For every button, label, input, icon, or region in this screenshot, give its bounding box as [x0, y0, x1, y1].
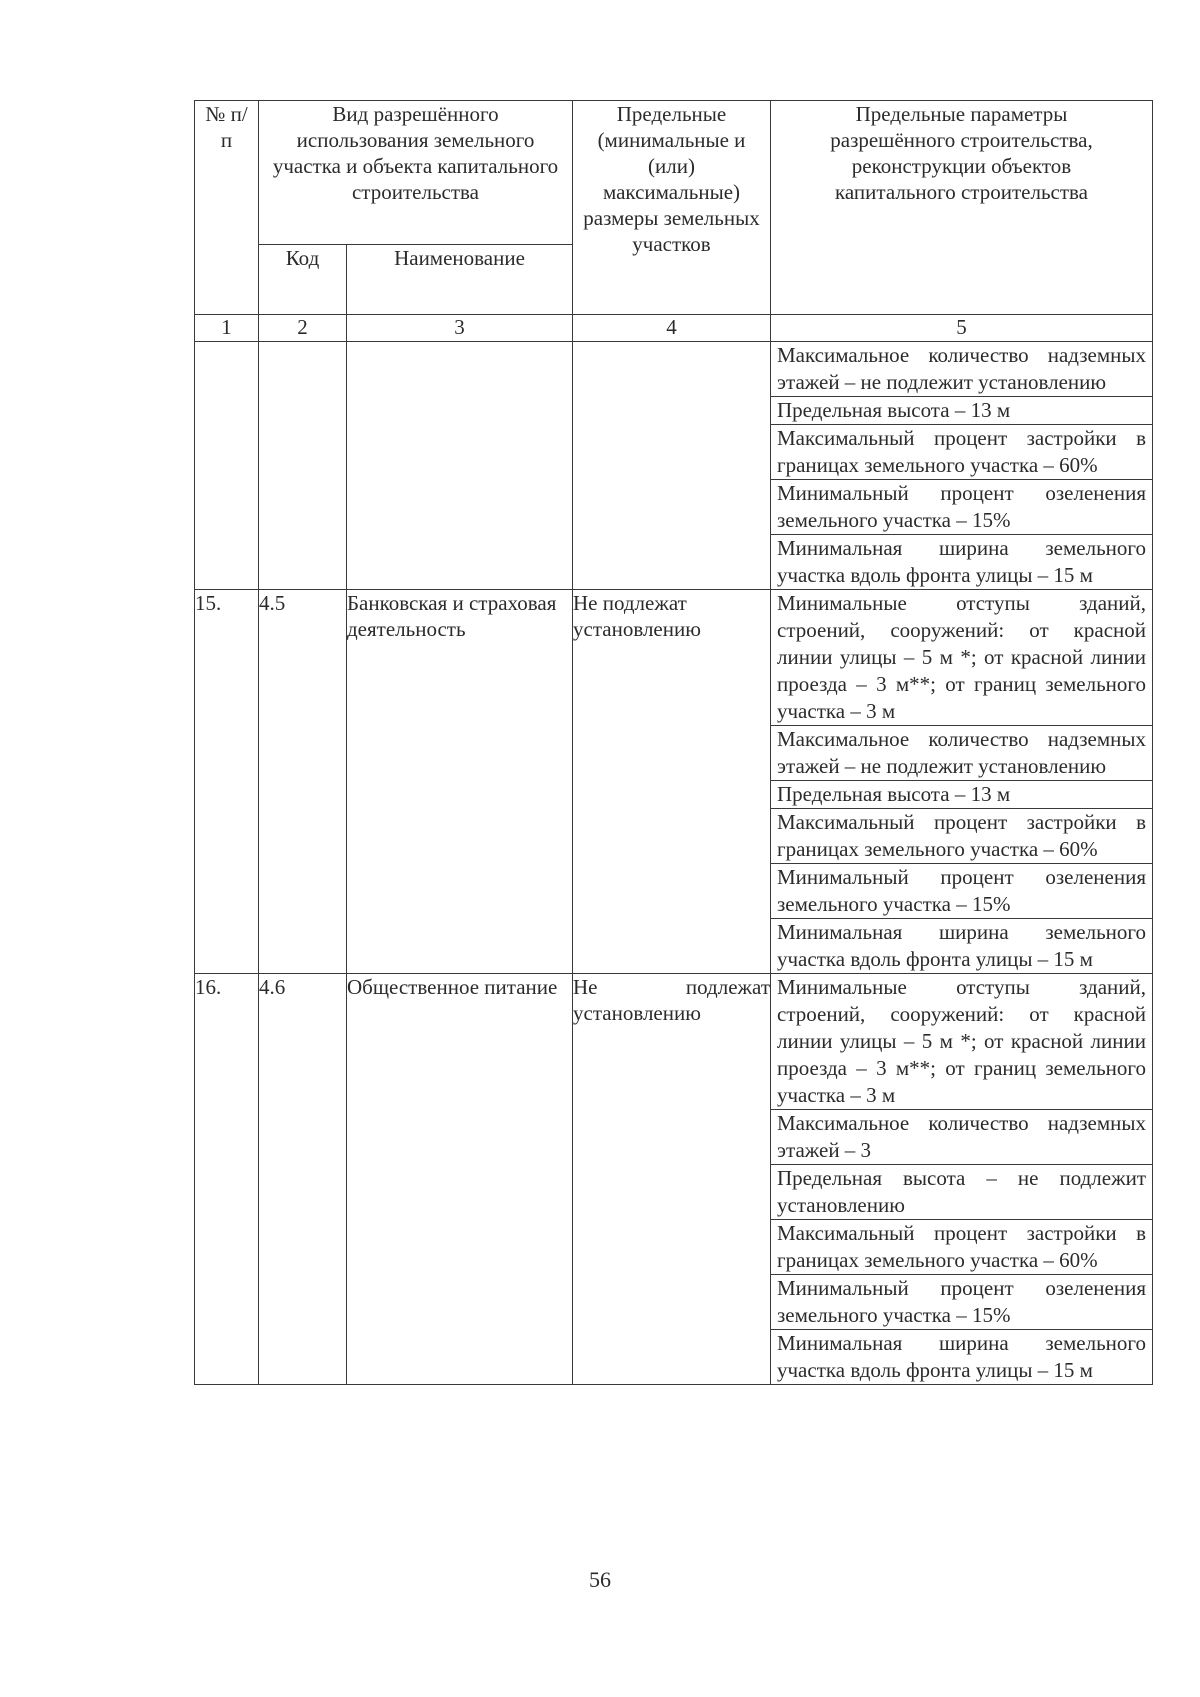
header-parameters: Предельные параметры разрешённого строительства, реконструкции объектов капитального строительства — [771, 101, 1153, 315]
parameter-item: Максимальный процент застройки в границах земельного участка – 60% — [771, 1220, 1152, 1275]
parameters-cell — [771, 342, 1153, 590]
header-usage-type: Вид разрешённого использования земельного участка и объекта капитального строительства — [259, 101, 573, 245]
parameters-cell — [771, 590, 1153, 974]
parameter-item: Максимальное количество надземных этажей – не подлежит установлению — [771, 342, 1152, 397]
row-sizes: Не подлежат установлению — [573, 974, 771, 1385]
row-name: Общественное питание — [347, 974, 573, 1385]
parameter-item: Максимальный процент застройки в границах земельного участка – 60% — [771, 809, 1152, 864]
header-plot-sizes: Предельные (минимальные и (или) максимальные) размеры земельных участков — [573, 101, 771, 315]
parameter-item: Минимальная ширина земельного участка вдоль фронта улицы – 15 м — [777, 536, 1146, 587]
row-number: 16. — [195, 974, 259, 1385]
parameter-item: Максимальное количество надземных этажей – не подлежит установлению — [771, 726, 1152, 781]
parameter-item: Минимальные отступы зданий, строений, сооружений: от красной линии улицы – 5 м *; от красной линии проезда – 3 м**; от границ земельного участка – 3 м — [771, 974, 1152, 1110]
page-number: 56 — [589, 1567, 611, 1592]
row-name: Банковская и страховая деятельность — [347, 590, 573, 974]
parameter-item: Предельная высота – 13 м — [771, 781, 1152, 809]
parameter-item: Минимальный процент озеленения земельного участка – 15% — [771, 480, 1152, 535]
row-number: 15. — [195, 590, 259, 974]
parameter-item: Минимальный процент озеленения земельного участка – 15% — [771, 1275, 1152, 1330]
column-number: 1 — [195, 315, 259, 342]
column-number: 5 — [771, 315, 1153, 342]
regulations-table — [194, 100, 1153, 1385]
row-code: 4.5 — [259, 590, 347, 974]
column-number: 4 — [573, 315, 771, 342]
table-row-continuation — [195, 342, 1153, 590]
parameter-item: Минимальные отступы зданий, строений, сооружений: от красной линии улицы – 5 м *; от красной линии проезда – 3 м**; от границ земельного участка – 3 м — [771, 590, 1152, 726]
column-numbers-row — [195, 315, 1153, 342]
parameter-item: Предельная высота – 13 м — [771, 397, 1152, 425]
parameter-item: Минимальный процент озеленения земельного участка – 15% — [771, 864, 1152, 919]
parameter-item: Предельная высота – не подлежит установлению — [771, 1165, 1152, 1220]
row-code: 4.6 — [259, 974, 347, 1385]
parameter-item: Максимальный процент застройки в границах земельного участка – 60% — [771, 425, 1152, 480]
parameters-cell — [771, 974, 1153, 1385]
parameter-item: Максимальное количество надземных этажей – 3 — [771, 1110, 1152, 1165]
column-number: 3 — [347, 315, 573, 342]
column-number: 2 — [259, 315, 347, 342]
parameter-item: Минимальная ширина земельного участка вдоль фронта улицы – 15 м — [777, 920, 1146, 971]
parameter-item: Минимальная ширина земельного участка вдоль фронта улицы – 15 м — [777, 1331, 1146, 1382]
header-code: Код — [259, 245, 347, 315]
header-number: № п/п — [195, 101, 259, 315]
table-row — [195, 590, 1153, 974]
header-name: Наименование — [347, 245, 573, 315]
row-sizes: Не подлежат установлению — [573, 590, 771, 974]
table-row — [195, 974, 1153, 1385]
